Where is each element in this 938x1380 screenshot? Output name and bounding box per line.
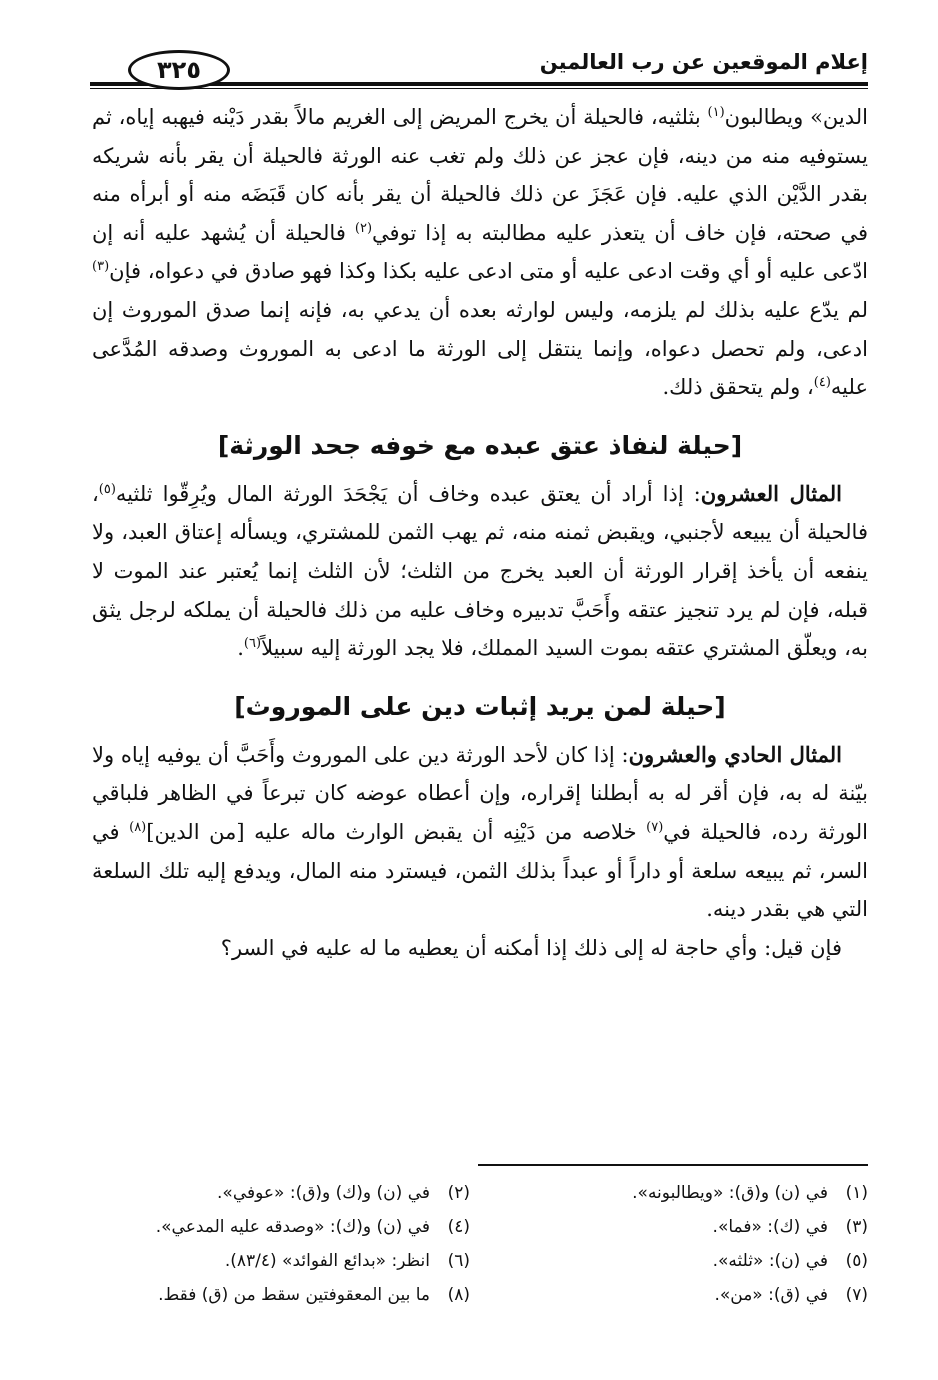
footnote-number: (٣)	[845, 1217, 868, 1237]
footnote-ref: (٧)	[646, 819, 664, 835]
footnote-text: ما بين المعقوفتين سقط من (ق) فقط.	[158, 1285, 430, 1305]
footnote-ref: (٥)	[98, 481, 116, 497]
footnote-number: (٢)	[447, 1183, 470, 1203]
text-run: بثلثيه، فالحيلة أن يخرج المريض إلى الغريم مالاً بقدر دَيْنه فيهبه إياه، ثم يستوفيه منه من دينه، فإن عجز عن ذلك ولم تغب عنه الورثة فالحيلة أن يقر بأنه شريكه بقدر الدَّيْن الذي عليه. فإن عَجَزَ عن ذلك فالحيلة أن يقر بأنه كان قَبَضَه منه أو أبرأه منه في صحته، فإن خاف أن يتعذر عليه مطالبته به إذا توفي	[92, 105, 868, 245]
footnote-text: انظر: «بدائع الفوائد» (٨٣/٤).	[224, 1251, 430, 1271]
footnote-text: في (ك): «فما».	[712, 1217, 828, 1237]
footnote	[92, 1176, 470, 1210]
text-run: الدين» ويطالبون	[724, 105, 868, 129]
footnote-number: (٧)	[845, 1285, 868, 1305]
footnote-text: في (ن): «ثلثه».	[712, 1251, 828, 1271]
footnote-ref: (٣)	[92, 259, 110, 275]
footnote-text: في (ن) و(ك) و(ق): «عوفي».	[217, 1183, 430, 1203]
footnote-number: (٤)	[447, 1217, 470, 1237]
page-number: ٣٢٥	[128, 50, 230, 90]
footnotes	[92, 1176, 868, 1312]
footnote-number: (٦)	[447, 1251, 470, 1271]
main-text	[92, 98, 868, 967]
footnote	[92, 1244, 470, 1278]
footnote	[490, 1210, 868, 1244]
text-run: ، فالحيلة أن يبيعه لأجنبي، ويقبض ثمنه منه، ثم يهب الثمن للمشتري، ويسأله إعتاق العبد، ولا ينفعه أن يأخذ إقرار الورثة أن العبد يخرج من الثلث؛ لأن الثلث إنما يُعتبر عند الموت لا قبله، فإن لم يرد تنجيز عتقه وأَحَبَّ تدبيره وخاف عليه من ذلك فالحيلة أن يملكه لرجل يثق به، ويعلّق المشتري عتقه بموت السيد المملك، فلا يجد الورثة إليه سبيلاً	[92, 481, 868, 661]
page-header	[90, 46, 868, 86]
running-title: إعلام الموقعين عن رب العالمين	[539, 50, 868, 74]
header-rule-thin	[90, 88, 868, 89]
text-run: : إذا أراد أن يعتق عبده وخاف أن يَجْحَدَ الورثة المال ويُرِقّوا ثلثيه	[115, 481, 701, 506]
footnote-ref: (٦)	[243, 636, 262, 652]
section-heading: [حيلة لنفاذ عتق عبده مع خوفه جحد الورثة]	[217, 430, 743, 460]
text-run: .	[237, 636, 244, 661]
footnote-number: (١)	[845, 1183, 868, 1203]
text-run: فالحيلة أن يُشهد عليه أنه إن ادّعى عليه أو أي وقت ادعى عليه أو متى ادعى عليه بكذا وكذا فهو صادق في دعواه، فإن	[92, 220, 868, 284]
paragraph	[92, 475, 868, 668]
text-run: لم يدّع عليه بذلك لم يلزمه، وليس لوارثه بعده أن يدعي به، فإنه إنما صدق الموروث إن ادعى، ولم تحصل دعواه، وإنما ينتقل إلى الورثة ما ادعى به الموروث وصدقه المُدَّعى عليه	[92, 297, 868, 400]
footnote-text: في (ق): «من».	[714, 1285, 828, 1305]
paragraph	[92, 98, 868, 407]
footnote-separator	[478, 1164, 868, 1166]
footnote-ref: (٤)	[813, 375, 831, 391]
footnote-ref: (٨)	[129, 819, 147, 835]
example-lead: المثال العشرون	[700, 480, 842, 506]
footnote-text: في (ن) و(ق): «ويطالبونه».	[632, 1183, 828, 1203]
footnote	[490, 1176, 868, 1210]
text-run: ، ولم يتحقق ذلك.	[662, 375, 814, 400]
footnote	[490, 1278, 868, 1312]
section-heading: [حيلة لمن يريد إثبات دين على الموروث]	[234, 691, 726, 721]
footnote-ref: (١)	[707, 105, 725, 120]
paragraph: فإن قيل: وأي حاجة له إلى ذلك إذا أمكنه أن يعطيه ما له عليه في السر؟	[220, 935, 842, 960]
example-lead: المثال الحادي والعشرون	[628, 741, 842, 767]
text-run: خلاصه من دَيْنِه أن يقبض الوارث ماله عليه [من الدين]	[146, 819, 647, 844]
footnote-number: (٥)	[845, 1251, 868, 1271]
paragraph	[92, 736, 868, 929]
footnote-text: في (ن) و(ك): «وصدقه عليه المدعي».	[155, 1217, 430, 1237]
footnote-number: (٨)	[447, 1285, 470, 1305]
footnote-ref: (٢)	[354, 220, 373, 236]
footnote	[490, 1244, 868, 1278]
text-run: : إذا كان لأحد الورثة دين على الموروث وأَحَبَّ أن يوفيه إياه ولا بيّنة له به، فإن أقر له به أبطلنا إقراره، وإن أعطاه عوضه كان تبرعاً في الظاهر فلباقي الورثة رده، فالحيلة في	[92, 742, 869, 844]
footnote	[92, 1278, 470, 1312]
text-run: في السر، ثم يبيعه سلعة أو داراً أو عبداً بذلك الثمن، فيسترد منه المال، ويدفع إليه تلك السلعة التي هي بقدر دينه.	[92, 819, 868, 922]
footnote	[92, 1210, 470, 1244]
